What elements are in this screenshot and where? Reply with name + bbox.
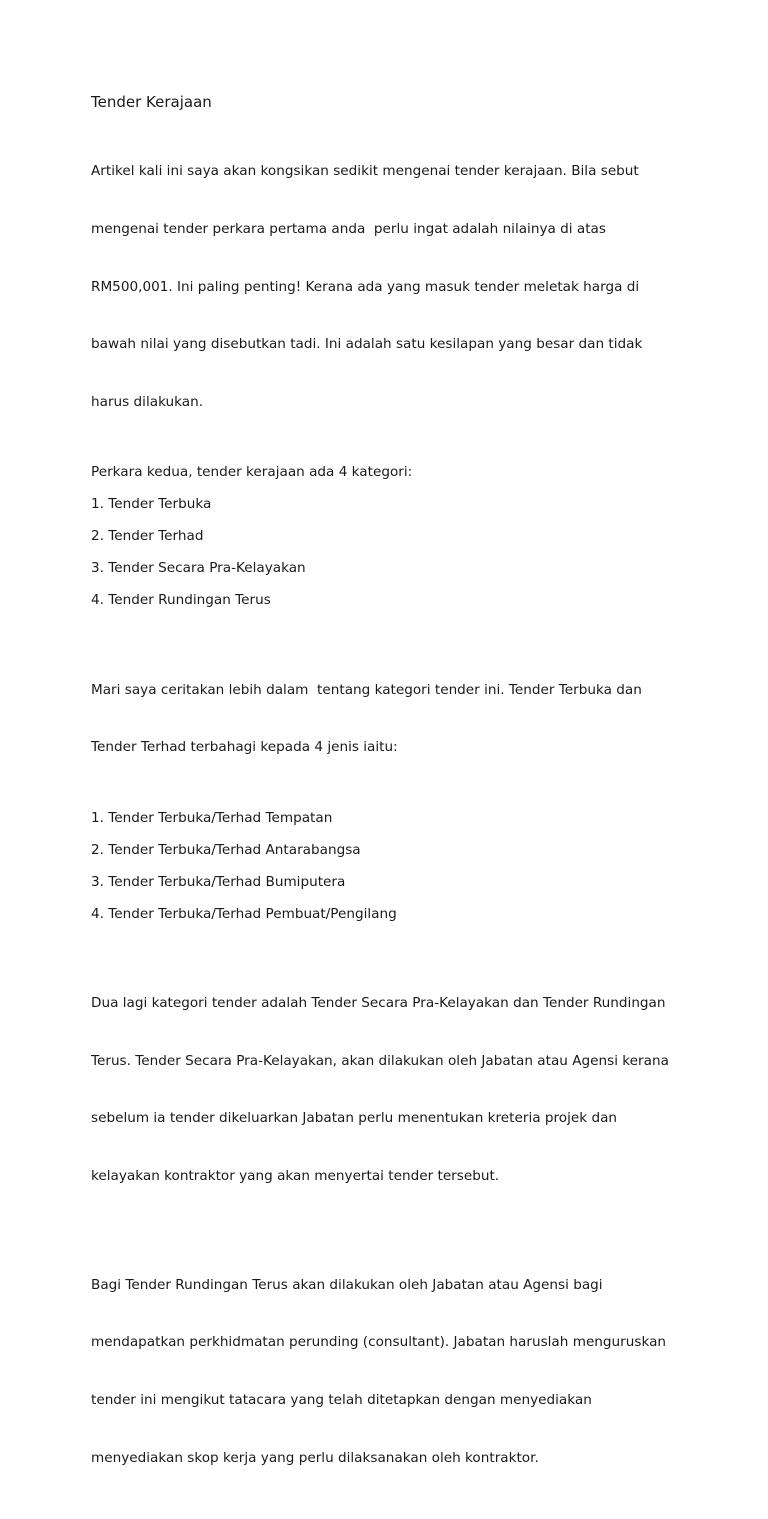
text-line: mengenai tender perkara pertama anda perlu ingat adalah nilainya di atas (91, 221, 606, 238)
text-line: tender ini mengikut tatacara yang telah ditetapkan dengan menyediakan (91, 1391, 592, 1408)
category-item: 4. Tender Rundingan Terus (91, 592, 271, 609)
text-line: Artikel kali ini saya akan kongsikan sedikit mengenai tender kerajaan. Bila sebut (91, 163, 639, 180)
text-line: mendapatkan perkhidmatan perunding (consultant). Jabatan haruslah menguruskan (91, 1334, 667, 1351)
text-line: Bagi Tender Rundingan Terus akan dilakukan oleh Jabatan atau Agensi bagi (91, 1276, 603, 1293)
prequal-paragraph (91, 956, 691, 1225)
document-body (91, 92, 691, 1519)
text-line: Mari saya ceritakan lebih dalam tentang kategori tender ini. Tender Terbuka dan (91, 681, 642, 698)
type-item: 3. Tender Terbuka/Terhad Bumiputera (91, 873, 346, 890)
type-item: 1. Tender Terbuka/Terhad Tempatan (91, 809, 333, 826)
text-line: harus dilakukan. (91, 393, 204, 410)
text-line: Dua lagi kategori tender adalah Tender Secara Pra-Kelayakan dan Tender Rundingan (91, 995, 666, 1012)
text-line: sebelum ia tender dikeluarkan Jabatan perlu menentukan kreteria projek dan (91, 1110, 618, 1127)
text-line: menyediakan skop kerja yang perlu dilaksanakan oleh kontraktor. (91, 1449, 539, 1466)
intro-paragraph (91, 124, 691, 450)
direct-negotiation-paragraph (91, 1237, 691, 1506)
blank-line (91, 623, 691, 642)
text-line: RM500,001. Ini paling penting! Kerana ada yang masuk tender meletak harga di (91, 278, 640, 295)
category-item: 3. Tender Secara Pra-Kelayakan (91, 560, 306, 577)
text-line: Tender Terhad terbahagi kepada 4 jenis iaitu: (91, 739, 398, 756)
text-line: Terus. Tender Secara Pra-Kelayakan, akan dilakukan oleh Jabatan atau Agensi kerana (91, 1052, 669, 1069)
document-title: Tender Kerajaan (91, 93, 212, 111)
type-item: 4. Tender Terbuka/Terhad Pembuat/Pengilang (91, 905, 397, 922)
text-line: bawah nilai yang disebutkan tadi. Ini adalah satu kesilapan yang besar dan tidak (91, 336, 643, 353)
category-item: 1. Tender Terbuka (91, 496, 212, 513)
text-line: kelayakan kontraktor yang akan menyertai tender tersebut. (91, 1167, 500, 1184)
category-item: 2. Tender Terhad (91, 528, 204, 545)
categories-intro: Perkara kedua, tender kerajaan ada 4 kategori: (91, 464, 413, 481)
type-item: 2. Tender Terbuka/Terhad Antarabangsa (91, 841, 361, 858)
types-intro-paragraph (91, 642, 691, 796)
blank-line (91, 937, 691, 956)
